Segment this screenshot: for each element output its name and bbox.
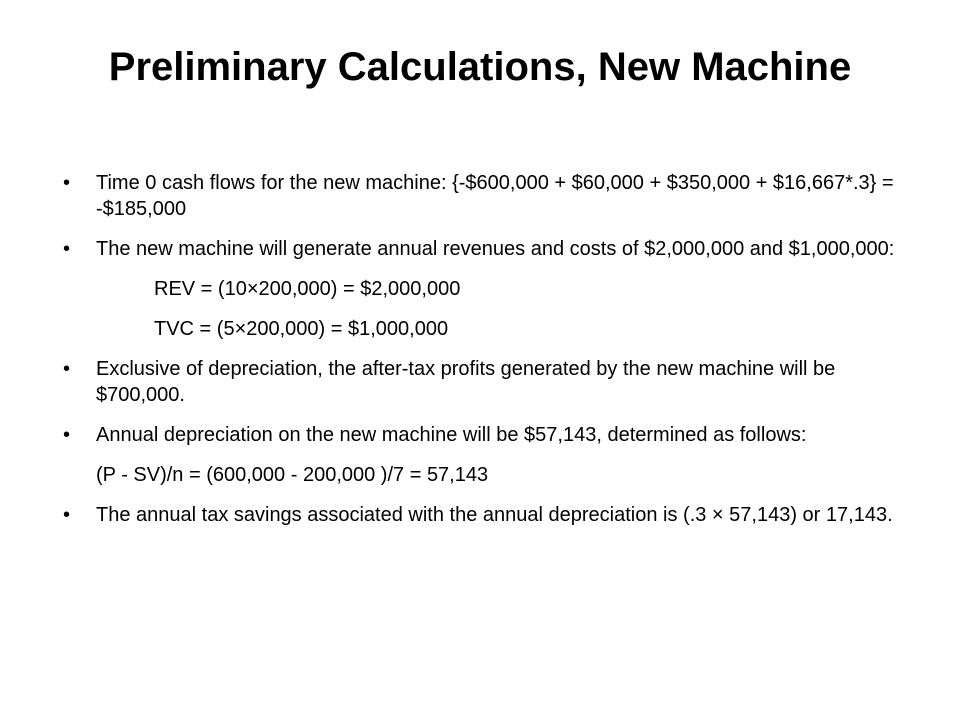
- formula-line: (P - SV)/n = (600,000 - 200,000 )/7 = 57,143: [96, 464, 489, 486]
- bullet-text: Time 0 cash flows for the new machine: {-$600,000 + $60,000 + $350,000 + $16,667*.3} = -$185,000: [96, 172, 894, 220]
- bullet-item: [60, 502, 900, 528]
- formula-line: TVC = (5×200,000) = $1,000,000: [154, 318, 449, 340]
- bullet-icon: •: [63, 358, 71, 380]
- bullet-text: Annual depreciation on the new machine will be $57,143, determined as follows:: [96, 424, 807, 446]
- bullet-item: [60, 422, 900, 448]
- slide-content: [60, 170, 900, 542]
- bullet-item: [60, 236, 900, 262]
- bullet-icon: •: [63, 238, 71, 260]
- formula-line: REV = (10×200,000) = $2,000,000: [154, 278, 461, 300]
- slide-title: Preliminary Calculations, New Machine: [108, 45, 852, 89]
- bullet-text: The annual tax savings associated with the annual depreciation is (.3 × 57,143) or 17,143.: [96, 504, 893, 526]
- bullet-icon: •: [63, 504, 71, 526]
- bullet-icon: •: [63, 424, 71, 446]
- bullet-icon: •: [63, 172, 71, 194]
- bullet-item: [60, 170, 900, 222]
- bullet-item: [60, 356, 900, 408]
- bullet-text: The new machine will generate annual revenues and costs of $2,000,000 and $1,000,000:: [96, 238, 895, 260]
- bullet-text: Exclusive of depreciation, the after-tax profits generated by the new machine will be $700,000.: [96, 358, 836, 406]
